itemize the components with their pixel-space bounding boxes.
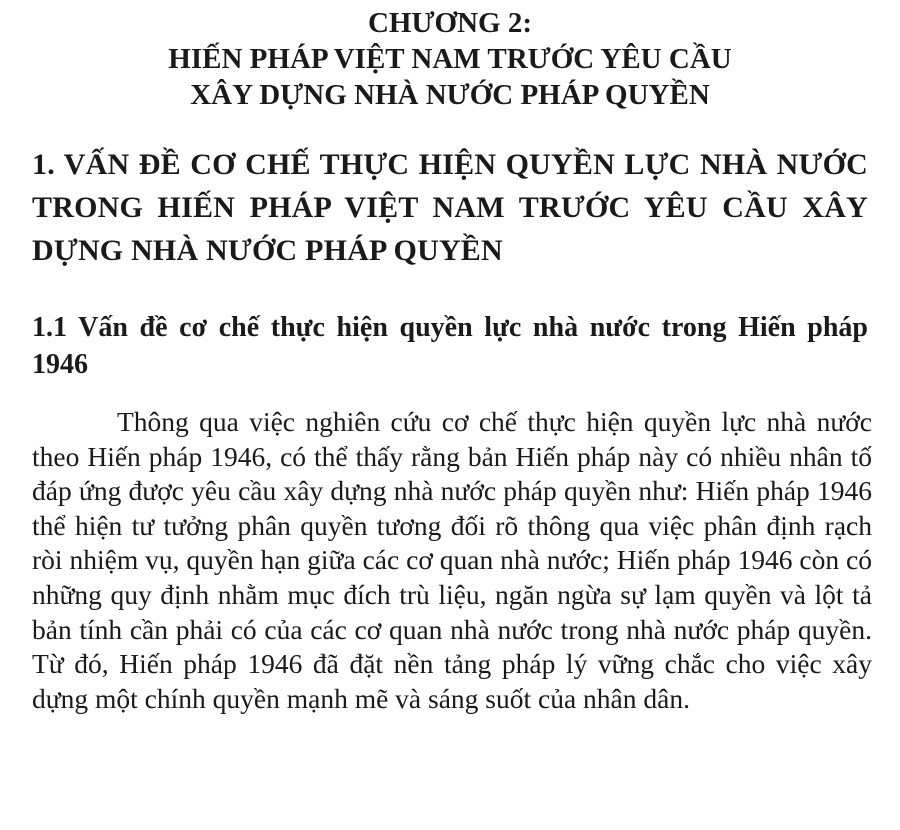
chapter-title-line-1: HIẾN PHÁP VIỆT NAM TRƯỚC YÊU CẦU — [168, 43, 732, 75]
subsection-heading: 1.1 Vấn đề cơ chế thực hiện quyền lực nhà nước trong Hiến pháp 1946 — [32, 312, 868, 380]
section-heading: 1. VẤN ĐỀ CƠ CHẾ THỰC HIỆN QUYỀN LỰC NHÀ NƯỚC TRONG HIẾN PHÁP VIỆT NAM TRƯỚC YÊU CẦU XÂY DỰNG NHÀ NƯỚC PHÁP QUYỀN — [32, 148, 868, 267]
body-paragraph: Thông qua việc nghiên cứu cơ chế thực hiện quyền lực nhà nước theo Hiến pháp 1946, có thể thấy rằng bản Hiến pháp này có nhiều nhân tố đáp ứng được yêu cầu xây dựng nhà nước pháp quyền như: Hiến pháp 1946 thể hiện tư tưởng phân quyền tương đối rõ thông qua việc phân định rạch ròi nhiệm vụ, quyền hạn giữa các cơ quan nhà nước; Hiến pháp 1946 còn có những quy định nhằm mục đích trù liệu, ngăn ngừa sự lạm quyền và lột tả bản tính cần phải có của các cơ quan nhà nước trong nhà nước pháp quyền. Từ đó, Hiến pháp 1946 đã đặt nền tảng pháp lý vững chắc cho việc xây dựng một chính quyền mạnh mẽ và sáng suốt của nhân dân. — [32, 406, 872, 714]
chapter-label: CHƯƠNG 2: — [367, 7, 533, 39]
chapter-heading — [32, 5, 868, 113]
chapter-title-line-2: XÂY DỰNG NHÀ NƯỚC PHÁP QUYỀN — [190, 79, 710, 111]
